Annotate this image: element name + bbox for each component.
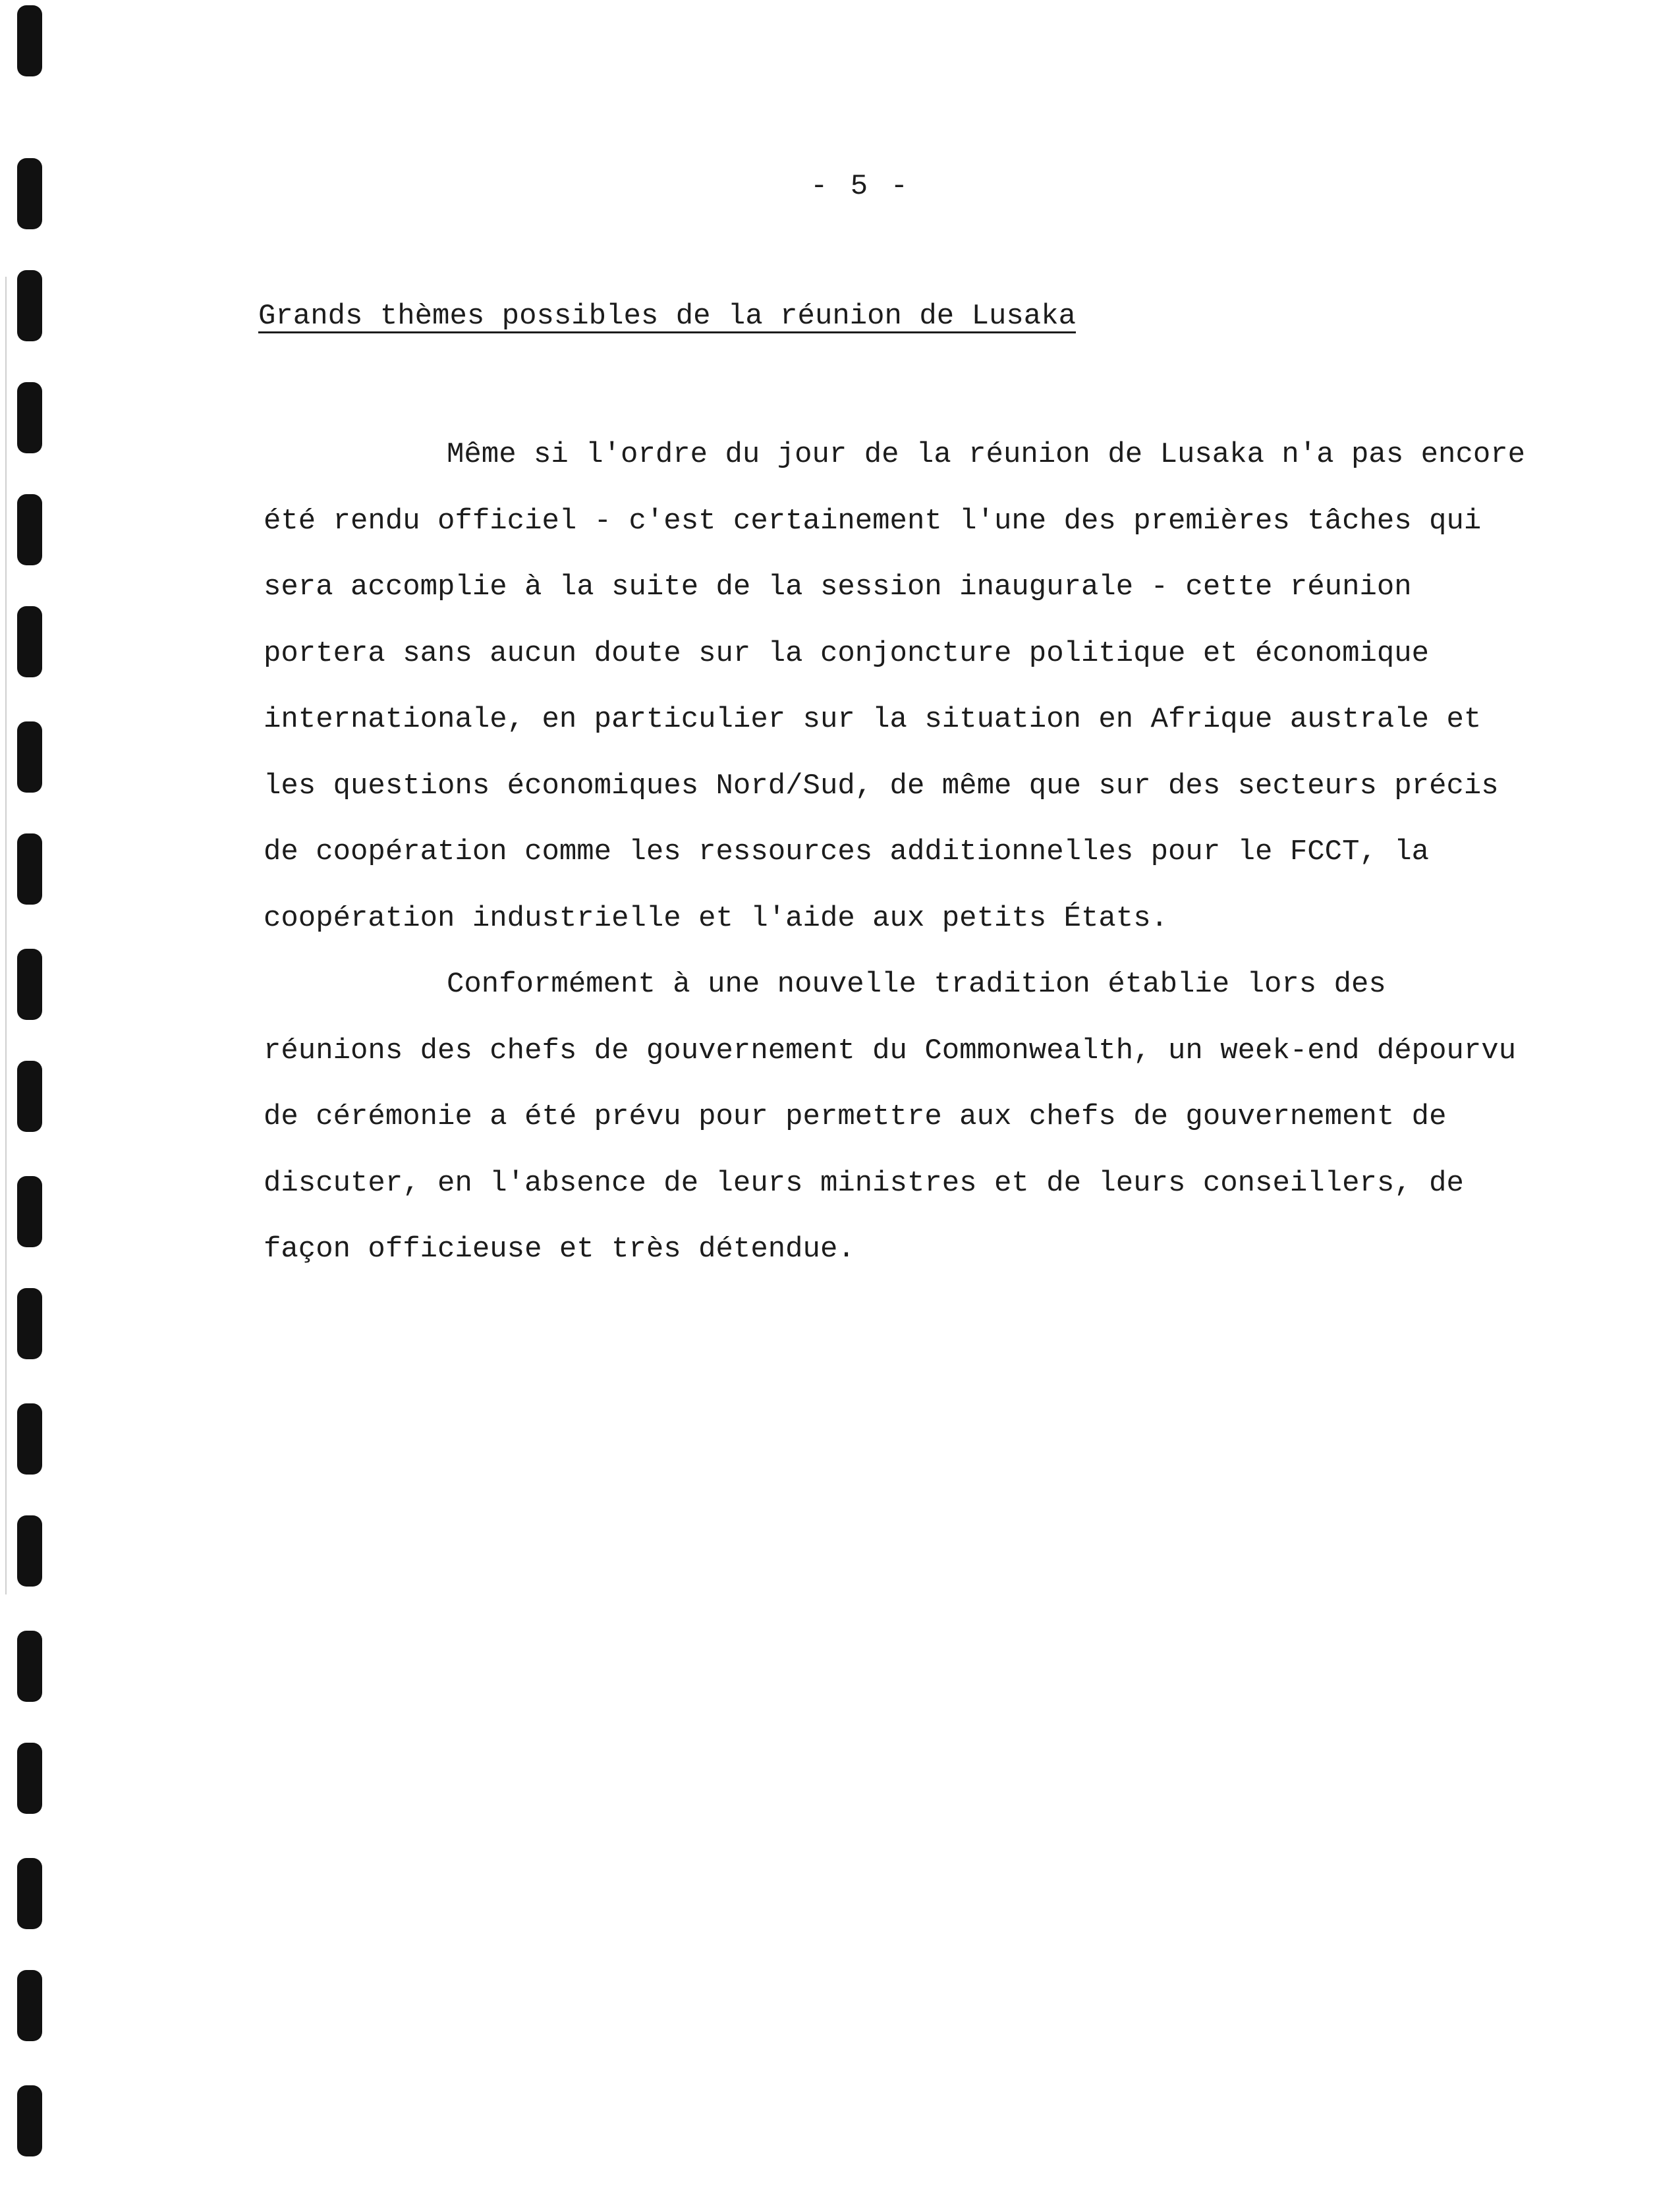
binder-hole <box>17 5 42 76</box>
text-line: de cérémonie a été prévu pour permettre aux chefs de gouvernement de <box>264 1100 1447 1133</box>
page-edge-line <box>5 277 7 1594</box>
binder-hole <box>17 833 42 905</box>
text-line: Même si l'ordre du jour de la réunion de Lusaka n'a pas encore <box>447 438 1526 471</box>
binder-hole <box>17 2085 42 2156</box>
paragraph <box>264 435 1526 965</box>
text-line: internationale, en particulier sur la situation en Afrique australe et <box>264 703 1482 736</box>
binder-hole <box>17 1743 42 1814</box>
text-line: portera sans aucun doute sur la conjoncture politique et économique <box>264 636 1430 670</box>
binder-hole <box>17 1176 42 1247</box>
page-number: - 5 - <box>810 170 911 203</box>
text-line: été rendu officiel - c'est certainement l'une des premières tâches qui <box>264 504 1482 538</box>
binder-hole <box>17 1061 42 1132</box>
text-line: les questions économiques Nord/Sud, de même que sur des secteurs précis <box>264 769 1499 802</box>
binder-hole <box>17 158 42 229</box>
text-line: coopération industrielle et l'aide aux petits États. <box>264 901 1169 935</box>
binder-hole <box>17 606 42 677</box>
binder-hole <box>17 1631 42 1702</box>
binder-hole <box>17 1288 42 1359</box>
binder-hole <box>17 382 42 453</box>
text-line: de coopération comme les ressources additionnelles pour le FCCT, la <box>264 835 1430 868</box>
text-line: réunions des chefs de gouvernement du Commonwealth, un week-end dépourvu <box>264 1034 1517 1067</box>
text-line: Conformément à une nouvelle tradition établie lors des <box>447 968 1386 1001</box>
binder-hole <box>17 270 42 341</box>
paragraph <box>264 965 1517 1296</box>
text-line: sera accomplie à la suite de la session inaugurale - cette réunion <box>264 571 1412 604</box>
body-text <box>264 435 1526 1296</box>
binder-hole <box>17 721 42 793</box>
binder-hole <box>17 494 42 565</box>
text-line: discuter, en l'absence de leurs ministres et de leurs conseillers, de <box>264 1166 1464 1200</box>
binder-hole <box>17 1858 42 1929</box>
text-line: façon officieuse et très détendue. <box>264 1233 855 1266</box>
binder-hole <box>17 949 42 1020</box>
binder-hole <box>17 1515 42 1587</box>
binder-hole <box>17 1970 42 2041</box>
section-heading: Grands thèmes possibles de la réunion de Lusaka <box>258 300 1077 333</box>
binder-hole <box>17 1403 42 1475</box>
binder-holes <box>17 0 43 2196</box>
